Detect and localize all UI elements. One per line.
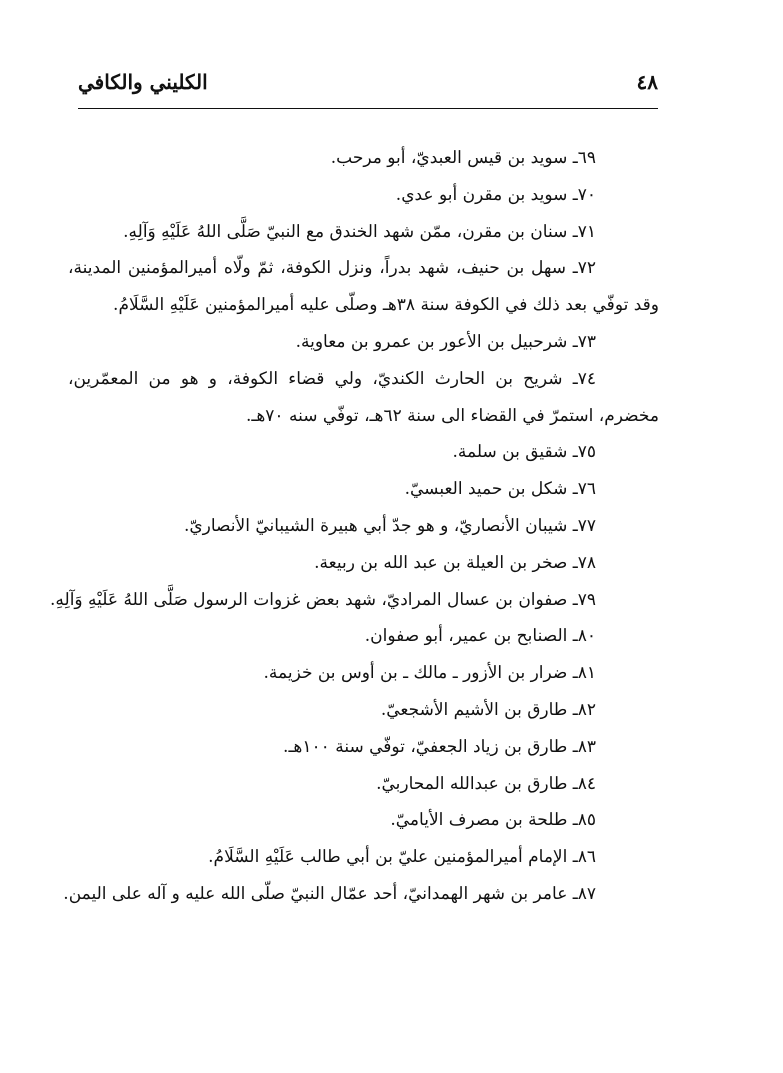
entry-74: ٧٤ـ شريح بن الحارث الكنديّ، ولي قضاء الكوفة، و هو من المعمّرين،: [68, 368, 596, 389]
entry-70: ٧٠ـ سويد بن مقرن أبو عدي.: [395, 184, 596, 205]
entry-86: ٨٦ـ الإمام أميرالمؤمنين عليّ بن أبي طالب عَلَيْهِ السَّلَامُ.: [208, 847, 596, 868]
entry-69: ٦٩ـ سويد بن قيس العبديّ، أبو مرحب.: [330, 148, 596, 168]
entry-80: ٨٠ـ الصنابح بن عمير، أبو صفوان.: [364, 626, 596, 647]
entry-79: ٧٩ـ صفوان بن عسال المراديّ، شهد بعض غزوات الرسول صَلَّى اللهُ عَلَيْهِ وَآلِهِ.: [50, 589, 596, 610]
entry-73: ٧٣ـ شرحبيل بن الأعور بن عمرو بن معاوية.: [295, 331, 596, 352]
entry-84: ٨٤ـ طارق بن عبدالله المحاربيّ.: [376, 773, 596, 794]
entry-75: ٧٥ـ شقيق بن سلمة.: [452, 442, 596, 463]
entry-76: ٧٦ـ شكل بن حميد العبسيّ.: [404, 479, 596, 500]
entry-74-continuation: مخضرم، استمرّ في القضاء الى سنة ٦٢هـ، توفّي سنه ٧٠هـ.: [245, 405, 659, 426]
entry-81: ٨١ـ ضرار بن الأزور ـ مالك ـ بن أوس بن خزيمة.: [263, 663, 596, 684]
entry-82: ٨٢ـ طارق بن الأشيم الأشجعيّ.: [380, 699, 596, 720]
page-header: [78, 66, 658, 100]
entry-87: ٨٧ـ عامر بن شهر الهمدانيّ، أحد عمّال النبيّ صلّى الله عليه و آله على اليمن.: [63, 883, 596, 904]
entry-72: ٧٢ـ سهل بن حنيف، شهد بدراً، ونزل الكوفة، ثمّ ولّاه أميرالمؤمنين المدينة،: [68, 258, 596, 279]
entry-83: ٨٣ـ طارق بن زياد الجعفيّ، توفّي سنة ١٠٠هـ.: [283, 736, 596, 757]
entry-77: ٧٧ـ شيبان الأنصاريّ، و هو جدّ أبي هبيرة الشيبانيّ الأنصاريّ.: [183, 515, 596, 536]
entry-85: ٨٥ـ طلحة بن مصرف الأياميّ.: [390, 810, 596, 831]
header-rule: [78, 108, 658, 109]
running-title: الكليني والكافي: [78, 70, 208, 94]
entry-71: ٧١ـ سنان بن مقرن، ممّن شهد الخندق مع النبيّ صَلَّى اللهُ عَلَيْهِ وَآلِهِ.: [123, 221, 596, 242]
entry-list: [50, 140, 659, 913]
page-number: ٤٨: [636, 70, 658, 94]
entry-78: ٧٨ـ صخر بن العيلة بن عبد الله بن ربيعة.: [314, 552, 596, 573]
entry-72-continuation: وقد توفّي بعد ذلك في الكوفة سنة ٣٨هـ وصلّى عليه أميرالمؤمنين عَلَيْهِ السَّلَامُ.: [113, 295, 659, 316]
